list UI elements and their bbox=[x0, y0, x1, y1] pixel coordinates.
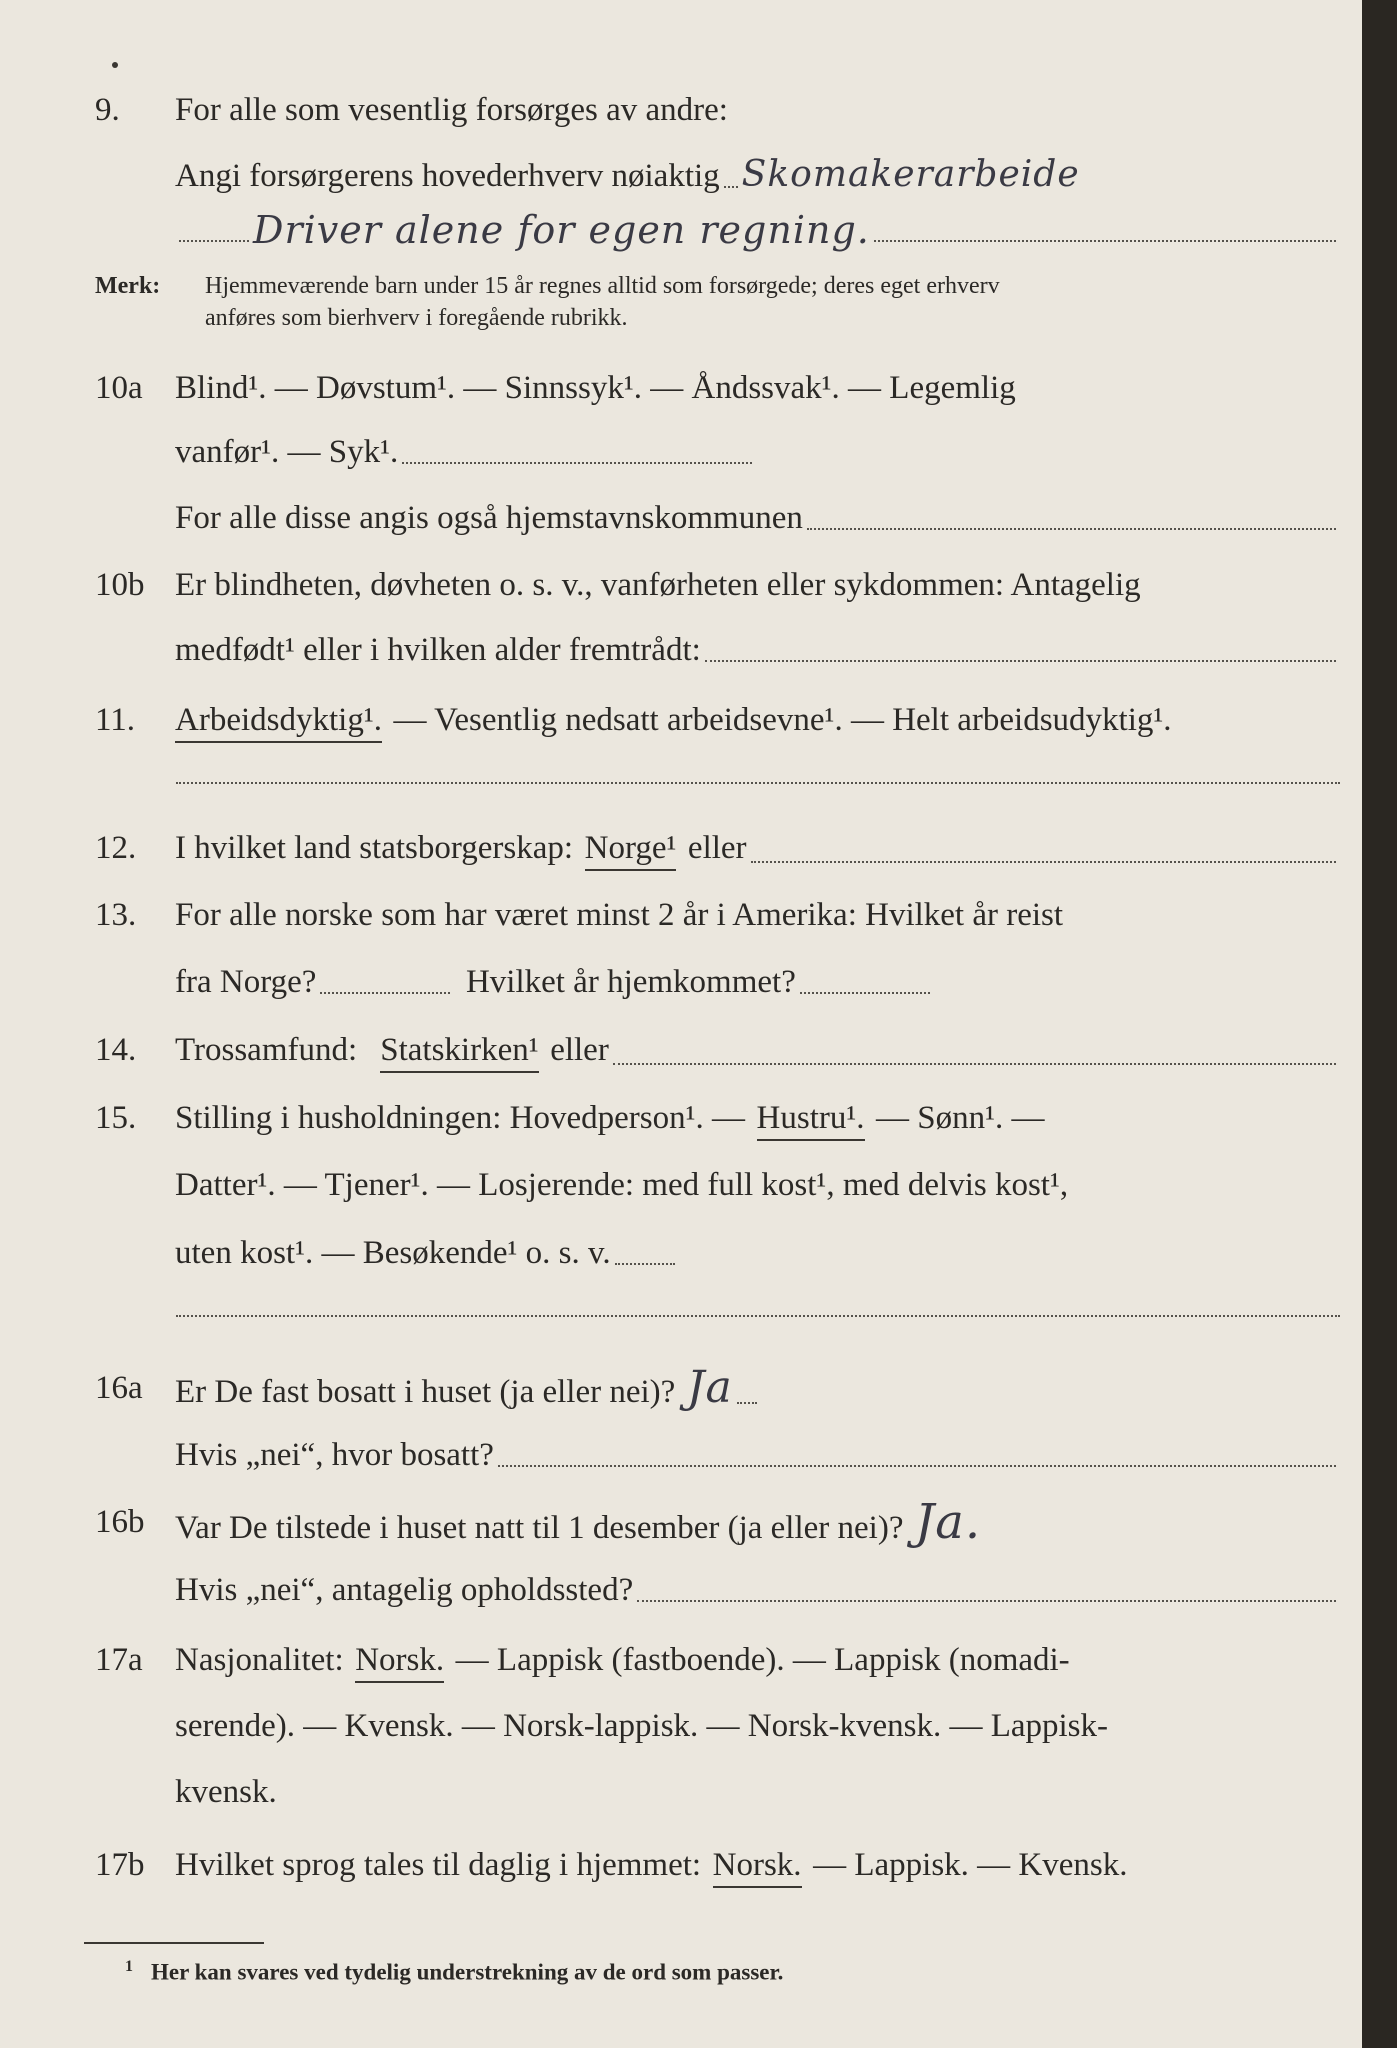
fill-line bbox=[613, 1061, 1336, 1065]
fill-line bbox=[874, 238, 1336, 242]
question-number: 14. bbox=[95, 1032, 137, 1068]
question-number: 17a bbox=[95, 1642, 143, 1678]
question-number: 15. bbox=[95, 1100, 137, 1136]
question-text: — Sønn¹. — bbox=[876, 1100, 1045, 1136]
question-text: — Vesentlig nedsatt arbeidsevne¹. — Helt arbeidsudyktig¹. bbox=[393, 702, 1172, 738]
question-text: Hvis „nei“, hvor bosatt? bbox=[175, 1437, 494, 1473]
note-text: Hjemmeværende barn under 15 år regnes alltid som forsørgede; deres eget erhverv bbox=[205, 273, 1000, 299]
question-text: eller bbox=[687, 830, 747, 866]
question-text: medfødt¹ eller i hvilken alder fremtrådt: bbox=[175, 632, 701, 668]
question-text: Angi forsørgerens hovederhverv nøiaktig bbox=[175, 158, 720, 194]
fill-line bbox=[637, 1598, 1336, 1602]
selected-option: Norge¹ bbox=[585, 828, 677, 871]
fill-line bbox=[705, 658, 1336, 662]
handwritten-answer: Ja bbox=[686, 1362, 733, 1413]
question-text: For alle som vesentlig forsørges av andre: bbox=[175, 92, 728, 128]
selected-option: Norsk. bbox=[355, 1640, 444, 1683]
question-text: Datter¹. — Tjener¹. — Losjerende: med full kost¹, med delvis kost¹, bbox=[175, 1167, 1069, 1203]
question-text: Er De fast bosatt i huset (ja eller nei)? bbox=[175, 1374, 676, 1410]
answer-line bbox=[176, 782, 1340, 784]
selected-option: Arbeidsdyktig¹. bbox=[175, 700, 382, 743]
question-text: I hvilket land statsborgerskap: bbox=[175, 830, 574, 866]
question-number: 13. bbox=[95, 897, 137, 933]
fill-line bbox=[179, 238, 249, 242]
question-number: 9. bbox=[95, 92, 120, 128]
question-text: uten kost¹. — Besøkende¹ o. s. v. bbox=[175, 1235, 611, 1271]
question-text: vanfør¹. — Syk¹. bbox=[175, 434, 399, 470]
selected-option: Statskirken¹ bbox=[380, 1030, 538, 1073]
question-text: kvensk. bbox=[175, 1774, 277, 1810]
fill-line bbox=[724, 184, 738, 188]
handwritten-answer: Driver alene for egen regning. bbox=[253, 208, 870, 252]
note-text: anføres som bierhverv i foregående rubrikk. bbox=[205, 305, 628, 331]
note-label: Merk: bbox=[95, 273, 161, 299]
answer-line bbox=[176, 1315, 1340, 1317]
fill-line bbox=[402, 460, 752, 464]
question-text: fra Norge? bbox=[175, 964, 317, 1000]
fill-line bbox=[320, 990, 450, 994]
fill-line bbox=[615, 1261, 675, 1265]
question-text: Var De tilstede i huset natt til 1 desember (ja eller nei)? bbox=[175, 1510, 904, 1546]
handwritten-answer: Ja. bbox=[915, 1494, 982, 1550]
question-number: 11. bbox=[95, 702, 136, 738]
question-text: eller bbox=[550, 1032, 609, 1068]
fill-line bbox=[498, 1463, 1336, 1467]
question-number: 16a bbox=[95, 1370, 143, 1406]
footnote-text: Her kan svares ved tydelig understrekning av de ord som passer. bbox=[151, 1959, 784, 1985]
footnote bbox=[125, 1952, 783, 1988]
fill-line bbox=[737, 1400, 757, 1404]
question-number: 16b bbox=[95, 1504, 145, 1540]
handwritten-answer: Skomakerarbeide bbox=[741, 154, 1080, 195]
question-text: For alle norske som har været minst 2 år i Amerika: Hvilket år reist bbox=[175, 897, 1064, 933]
ink-dot bbox=[112, 62, 118, 68]
question-text: Er blindheten, døvheten o. s. v., vanførheten eller sykdommen: Antagelig bbox=[175, 567, 1141, 603]
question-number: 10b bbox=[95, 567, 145, 603]
question-text: Hvis „nei“, antagelig opholdssted? bbox=[175, 1572, 634, 1608]
fill-line bbox=[751, 859, 1336, 863]
question-number: 10a bbox=[95, 370, 143, 406]
fill-line bbox=[807, 526, 1336, 530]
selected-option: Hustru¹. bbox=[757, 1098, 865, 1141]
question-text: Stilling i husholdningen: Hovedperson¹. — bbox=[175, 1100, 745, 1136]
footnote-rule bbox=[84, 1942, 264, 1944]
question-text: Blind¹. — Døvstum¹. — Sinnssyk¹. — Åndssvak¹. — Legemlig bbox=[175, 370, 1016, 406]
footnote-marker: 1 bbox=[125, 1958, 133, 1975]
question-number: 12. bbox=[95, 830, 137, 866]
question-text: Hvilket år hjemkommet? bbox=[465, 964, 796, 1000]
selected-option: Norsk. bbox=[713, 1845, 802, 1888]
question-text: Nasjonalitet: bbox=[175, 1642, 344, 1678]
question-text: — Lappisk (fastboende). — Lappisk (nomadi- bbox=[455, 1642, 1070, 1678]
question-text: — Lappisk. — Kvensk. bbox=[813, 1847, 1128, 1883]
question-number: 17b bbox=[95, 1847, 145, 1883]
question-text: Hvilket sprog tales til daglig i hjemmet: bbox=[175, 1847, 702, 1883]
question-text: Trossamfund: bbox=[175, 1032, 358, 1068]
question-text: serende). — Kvensk. — Norsk-lappisk. — Norsk-kvensk. — Lappisk- bbox=[175, 1708, 1109, 1744]
fill-line bbox=[800, 990, 930, 994]
question-text: For alle disse angis også hjemstavnskommunen bbox=[175, 500, 803, 536]
